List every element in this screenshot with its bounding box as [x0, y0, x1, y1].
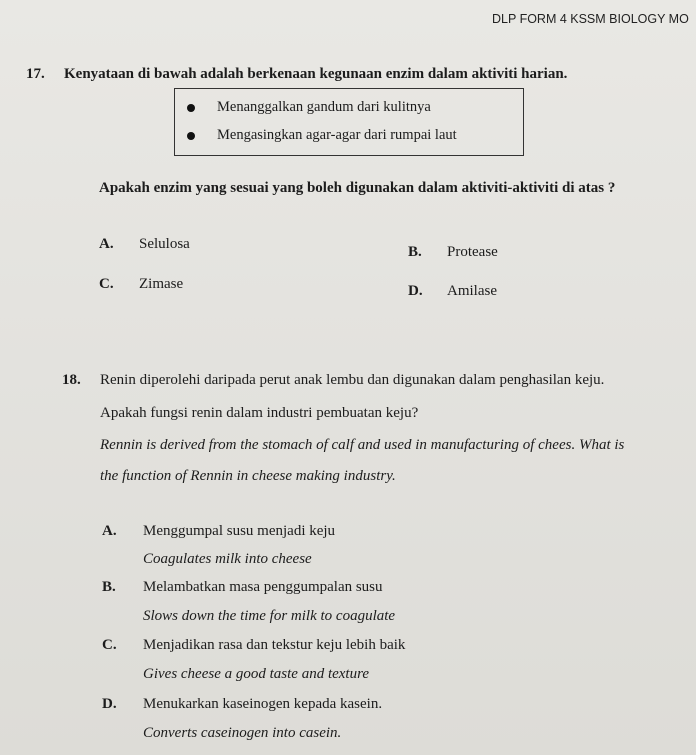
bullet-icon — [187, 104, 195, 112]
q18-option-d-letter: D. — [102, 696, 117, 712]
q18-option-c-malay: Menjadikan rasa dan tekstur keju lebih baik — [143, 637, 406, 653]
q18-option-a-letter: A. — [102, 523, 117, 539]
question-17-stem: Kenyataan di bawah adalah berkenaan kegunaan enzim dalam aktiviti harian. — [64, 66, 568, 82]
question-18-text-english-1: Rennin is derived from the stomach of calf and used in manufacturing of chees. What is — [100, 437, 625, 453]
q17-option-c-letter: C. — [99, 276, 114, 292]
statement-box — [174, 88, 524, 156]
bullet-icon — [187, 132, 195, 140]
q17-option-d-text: Amilase — [447, 283, 497, 299]
q17-option-b-text: Protease — [447, 244, 498, 260]
q18-option-a-malay: Menggumpal susu menjadi keju — [143, 523, 336, 539]
q18-option-b-english: Slows down the time for milk to coagulate — [143, 608, 396, 624]
q18-option-c-english: Gives cheese a good taste and texture — [143, 666, 370, 682]
q18-option-c-letter: C. — [102, 637, 117, 653]
q17-option-a-letter: A. — [99, 236, 114, 252]
q18-option-d-english: Converts caseinogen into casein. — [143, 725, 342, 741]
q17-option-b-letter: B. — [408, 244, 422, 260]
statement-item-1: Menanggalkan gandum dari kulitnya — [217, 99, 431, 116]
page-header: DLP FORM 4 KSSM BIOLOGY MO — [492, 12, 689, 26]
question-18-stem: Renin diperolehi daripada perut anak lembu dan digunakan dalam penghasilan keju. — [100, 372, 605, 388]
q18-option-d-malay: Menukarkan kaseinogen kepada kasein. — [143, 696, 383, 712]
question-18-number: 18. — [62, 372, 81, 388]
q17-option-c-text: Zimase — [139, 276, 184, 292]
q18-option-a-english: Coagulates milk into cheese — [143, 551, 312, 567]
question-18-text-malay: Apakah fungsi renin dalam industri pembuatan keju? — [100, 405, 419, 421]
q17-option-d-letter: D. — [408, 283, 423, 299]
q18-option-b-letter: B. — [102, 579, 116, 595]
question-18-text-english-2: the function of Rennin in cheese making industry. — [100, 468, 396, 484]
q18-option-b-malay: Melambatkan masa penggumpalan susu — [143, 579, 383, 595]
question-17-number: 17. — [26, 66, 45, 82]
statement-item-2: Mengasingkan agar-agar dari rumpai laut — [217, 127, 457, 144]
q17-option-a-text: Selulosa — [139, 236, 190, 252]
question-17-text: Apakah enzim yang sesuai yang boleh digunakan dalam aktiviti-aktiviti di atas ? — [99, 180, 616, 196]
